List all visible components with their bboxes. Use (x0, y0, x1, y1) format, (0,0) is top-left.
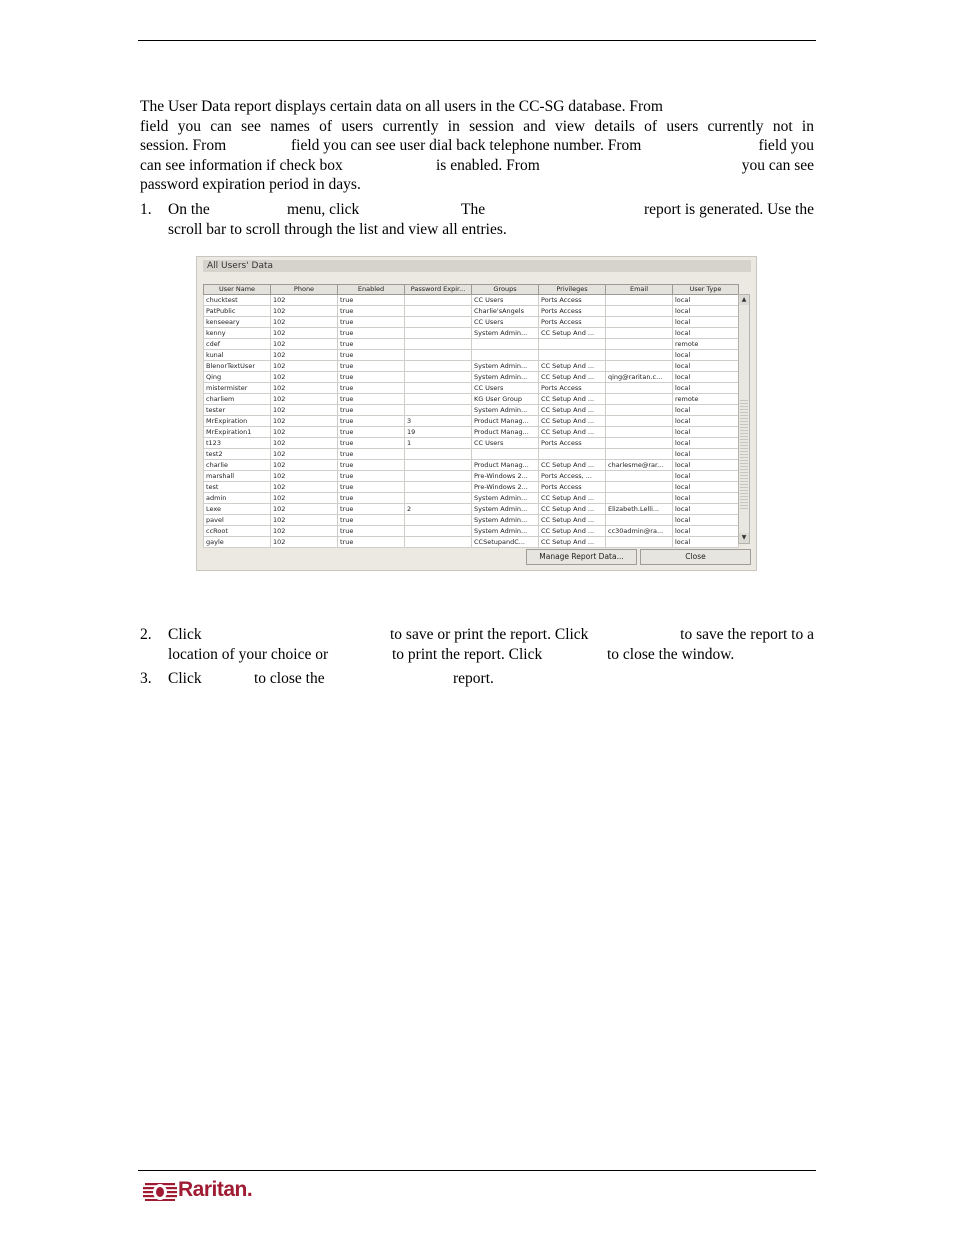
table-cell: admin (204, 493, 271, 504)
table-cell: System Admin... (472, 504, 539, 515)
table-cell: true (338, 383, 405, 394)
table-cell: BlenorTextUser (204, 361, 271, 372)
table-cell: System Admin... (472, 372, 539, 383)
step-2-line-1: Click to save or print the report. Click to save the report to a (168, 626, 814, 643)
table-cell: local (673, 383, 739, 394)
step-1: 1. On the menu, click The report is generated. Use the scroll bar to scroll through the list and view all entries. (140, 201, 814, 238)
table-cell (405, 482, 472, 493)
table-cell: CC Users (472, 317, 539, 328)
table-cell: local (673, 471, 739, 482)
table-cell: true (338, 482, 405, 493)
table-row[interactable] (204, 482, 739, 493)
table-cell: true (338, 493, 405, 504)
table-row[interactable] (204, 306, 739, 317)
table-cell: Charlie'sAngels (472, 306, 539, 317)
table-cell: true (338, 515, 405, 526)
table-cell: CC Setup And ... (539, 493, 606, 504)
intro-line-1: The User Data report displays certain data on all users in the CC-SG database. From (140, 98, 663, 115)
table-cell: CC Setup And ... (539, 504, 606, 515)
table-cell: PatPublic (204, 306, 271, 317)
table-cell: Ports Access (539, 482, 606, 493)
vertical-scrollbar[interactable] (738, 294, 750, 544)
column-header[interactable]: Groups (472, 285, 539, 295)
table-cell (405, 394, 472, 405)
table-cell (606, 295, 673, 306)
table-cell: 102 (271, 295, 338, 306)
close-button[interactable]: Close (640, 549, 751, 565)
table-cell: local (673, 438, 739, 449)
table-cell: local (673, 493, 739, 504)
table-cell: System Admin... (472, 493, 539, 504)
table-cell: MrExpiration (204, 416, 271, 427)
table-cell: System Admin... (472, 526, 539, 537)
table-cell: true (338, 361, 405, 372)
table-cell: chucktest (204, 295, 271, 306)
step-1-line-2: scroll bar to scroll through the list and view all entries. (168, 220, 507, 238)
all-users-data-dialog (196, 256, 757, 571)
table-cell (606, 416, 673, 427)
table-row[interactable] (204, 427, 739, 438)
table-cell: true (338, 471, 405, 482)
table-cell: true (338, 427, 405, 438)
table-cell (606, 383, 673, 394)
table-cell: CC Setup And ... (539, 328, 606, 339)
table-cell (472, 449, 539, 460)
table-cell: MrExpiration1 (204, 427, 271, 438)
table-cell: true (338, 339, 405, 350)
dialog-title: All Users' Data (203, 260, 751, 272)
table-cell (606, 361, 673, 372)
table-cell (606, 438, 673, 449)
table-cell: Ports Access, ... (539, 471, 606, 482)
table-cell: local (673, 515, 739, 526)
table-row[interactable] (204, 537, 739, 548)
table-cell (606, 537, 673, 548)
table-cell: 102 (271, 526, 338, 537)
table-cell: System Admin... (472, 361, 539, 372)
table-cell (405, 493, 472, 504)
table-cell (405, 372, 472, 383)
table-cell: true (338, 350, 405, 361)
table-cell: charlie (204, 460, 271, 471)
table-cell: 1 (405, 438, 472, 449)
table-cell: 102 (271, 306, 338, 317)
table-row[interactable] (204, 460, 739, 471)
table-cell (606, 350, 673, 361)
table-cell: 102 (271, 460, 338, 471)
table-cell: 102 (271, 405, 338, 416)
table-cell: kenny (204, 328, 271, 339)
scroll-down-icon[interactable]: ▼ (739, 533, 749, 543)
table-cell (405, 328, 472, 339)
table-cell (539, 350, 606, 361)
table-cell: 102 (271, 394, 338, 405)
table-cell: ccRoot (204, 526, 271, 537)
table-cell: local (673, 416, 739, 427)
table-cell: Pre-Windows 2... (472, 471, 539, 482)
table-row[interactable] (204, 394, 739, 405)
intro-line-3: session. From field you can see user dial back telephone number. From field you (140, 137, 814, 154)
table-cell: local (673, 427, 739, 438)
table-cell: Qing (204, 372, 271, 383)
table-cell: 19 (405, 427, 472, 438)
table-cell (606, 449, 673, 460)
table-cell (539, 339, 606, 350)
table-row[interactable] (204, 504, 739, 515)
table-cell: Pre-Windows 2... (472, 482, 539, 493)
header-rule (138, 40, 816, 41)
table-cell (606, 306, 673, 317)
table-row[interactable] (204, 515, 739, 526)
table-cell (405, 405, 472, 416)
table-cell: true (338, 295, 405, 306)
table-cell: 102 (271, 372, 338, 383)
table-cell: CC Setup And ... (539, 515, 606, 526)
table-cell: local (673, 449, 739, 460)
table-row[interactable] (204, 449, 739, 460)
table-cell: local (673, 350, 739, 361)
table-cell: Ports Access (539, 317, 606, 328)
table-cell: true (338, 416, 405, 427)
table-cell: true (338, 526, 405, 537)
table-cell: charliem (204, 394, 271, 405)
table-cell: cdef (204, 339, 271, 350)
table-cell: 3 (405, 416, 472, 427)
table-cell: cc30admin@ra... (606, 526, 673, 537)
table-cell: System Admin... (472, 328, 539, 339)
table-cell: 102 (271, 317, 338, 328)
table-cell: true (338, 460, 405, 471)
intro-line-4: can see information if check box is enabled. From you can see (140, 156, 814, 174)
table-cell: CC Setup And ... (539, 416, 606, 427)
table-cell: local (673, 317, 739, 328)
table-cell: true (338, 306, 405, 317)
table-cell: 102 (271, 427, 338, 438)
table-cell: Product Manag... (472, 427, 539, 438)
scroll-thumb[interactable] (740, 398, 748, 510)
table-cell: gayle (204, 537, 271, 548)
table-cell: 102 (271, 449, 338, 460)
column-header[interactable]: User Name (204, 285, 271, 295)
manage-report-data-button[interactable]: Manage Report Data... (526, 549, 637, 565)
column-header[interactable]: Password Expir... (405, 285, 472, 295)
table-cell (606, 471, 673, 482)
table-cell: mistermister (204, 383, 271, 394)
table-row[interactable] (204, 405, 739, 416)
table-cell (472, 339, 539, 350)
table-cell: local (673, 372, 739, 383)
intro-line-2: field you can see names of users currently in session and view details of users currently not in (140, 117, 814, 135)
table-cell: CC Setup And ... (539, 526, 606, 537)
table-cell: 102 (271, 493, 338, 504)
table-cell: Product Manag... (472, 416, 539, 427)
table-cell: 2 (405, 504, 472, 515)
table-row[interactable] (204, 438, 739, 449)
table-cell: local (673, 482, 739, 493)
table-cell: 102 (271, 350, 338, 361)
table-row[interactable] (204, 372, 739, 383)
table-row[interactable] (204, 361, 739, 372)
raritan-logo-icon (143, 1180, 177, 1202)
table-cell (606, 317, 673, 328)
table-cell: 102 (271, 504, 338, 515)
table-cell: true (338, 372, 405, 383)
table-cell: test (204, 482, 271, 493)
table-cell (606, 427, 673, 438)
footer-rule (138, 1170, 816, 1171)
users-table (203, 284, 739, 548)
table-cell: CC Users (472, 438, 539, 449)
table-cell (606, 339, 673, 350)
raritan-logo-text: Raritan. (178, 1178, 253, 1201)
table-cell (539, 449, 606, 460)
table-cell: 102 (271, 537, 338, 548)
table-row[interactable] (204, 471, 739, 482)
step-2-line-2: location of your choice or to print the report. Click to close the window. (168, 645, 735, 663)
table-cell: CCSetupandC... (472, 537, 539, 548)
table-cell: local (673, 526, 739, 537)
column-header[interactable]: Phone (271, 285, 338, 295)
column-header[interactable]: Email (606, 285, 673, 295)
table-cell: marshall (204, 471, 271, 482)
table-cell: CC Setup And ... (539, 394, 606, 405)
table-cell (405, 537, 472, 548)
table-cell: test2 (204, 449, 271, 460)
table-row[interactable] (204, 416, 739, 427)
table-cell: CC Users (472, 383, 539, 394)
table-cell (606, 482, 673, 493)
table-cell (472, 350, 539, 361)
intro-paragraph (140, 97, 814, 195)
table-cell: pavel (204, 515, 271, 526)
step-3-line-1: Click to close the report. (168, 670, 494, 687)
table-cell: true (338, 328, 405, 339)
table-cell (405, 361, 472, 372)
table-cell (405, 317, 472, 328)
table-cell: CC Setup And ... (539, 427, 606, 438)
table-cell: true (338, 504, 405, 515)
step-1-line-1: On the menu, click The report is generated. Use the (168, 201, 814, 218)
table-cell: 102 (271, 515, 338, 526)
table-cell: System Admin... (472, 405, 539, 416)
table-cell: 102 (271, 328, 338, 339)
table-row[interactable] (204, 493, 739, 504)
table-cell: true (338, 405, 405, 416)
table-row[interactable] (204, 383, 739, 394)
column-header[interactable]: Privileges (539, 285, 606, 295)
table-cell: CC Setup And ... (539, 537, 606, 548)
table-cell: 102 (271, 383, 338, 394)
table-cell: t123 (204, 438, 271, 449)
table-cell (405, 295, 472, 306)
table-cell: remote (673, 394, 739, 405)
table-cell: Elizabeth.Lelli... (606, 504, 673, 515)
table-cell: 102 (271, 361, 338, 372)
table-row[interactable] (204, 317, 739, 328)
table-cell: 102 (271, 416, 338, 427)
table-cell: kunal (204, 350, 271, 361)
table-cell: remote (673, 339, 739, 350)
table-cell: local (673, 361, 739, 372)
table-cell: kenseeary (204, 317, 271, 328)
table-cell: local (673, 306, 739, 317)
table-row[interactable] (204, 295, 739, 306)
intro-line-5: password expiration period in days. (140, 176, 361, 193)
table-cell: Lexe (204, 504, 271, 515)
table-cell: Ports Access (539, 383, 606, 394)
table-cell: true (338, 317, 405, 328)
table-cell: local (673, 328, 739, 339)
table-cell (405, 350, 472, 361)
table-cell: true (338, 438, 405, 449)
table-row[interactable] (204, 350, 739, 361)
table-cell: qing@raritan.c... (606, 372, 673, 383)
column-header[interactable]: User Type (673, 285, 739, 295)
table-cell: local (673, 295, 739, 306)
table-cell: CC Setup And ... (539, 372, 606, 383)
table-cell: true (338, 537, 405, 548)
table-cell: 102 (271, 438, 338, 449)
column-header[interactable]: Enabled (338, 285, 405, 295)
table-cell (606, 394, 673, 405)
table-cell (606, 405, 673, 416)
table-cell (606, 515, 673, 526)
table-cell (405, 339, 472, 350)
table-cell: Ports Access (539, 295, 606, 306)
table-cell: true (338, 394, 405, 405)
table-cell: Ports Access (539, 438, 606, 449)
table-cell: Product Manag... (472, 460, 539, 471)
table-cell: 102 (271, 482, 338, 493)
table-cell: 102 (271, 339, 338, 350)
table-row[interactable] (204, 328, 739, 339)
table-cell: 102 (271, 471, 338, 482)
table-cell: KG User Group (472, 394, 539, 405)
table-cell (405, 383, 472, 394)
table-cell (405, 306, 472, 317)
table-row[interactable] (204, 339, 739, 350)
table-cell: true (338, 449, 405, 460)
table-cell (405, 526, 472, 537)
table-cell: local (673, 405, 739, 416)
table-cell (405, 460, 472, 471)
table-cell: local (673, 537, 739, 548)
table-cell: CC Setup And ... (539, 405, 606, 416)
table-cell: CC Setup And ... (539, 460, 606, 471)
step-2: 2. Click to save or print the report. Click to save the report to a location of your choice or to print the report. Click to close the window. (140, 626, 814, 663)
table-cell: CC Users (472, 295, 539, 306)
table-cell: local (673, 460, 739, 471)
scroll-up-icon[interactable]: ▲ (739, 295, 749, 305)
table-cell: tester (204, 405, 271, 416)
table-cell: CC Setup And ... (539, 361, 606, 372)
table-cell (405, 449, 472, 460)
table-cell (405, 515, 472, 526)
table-cell: System Admin... (472, 515, 539, 526)
step-3: 3. Click to close the report. (140, 669, 814, 689)
table-cell: Ports Access (539, 306, 606, 317)
table-cell (405, 471, 472, 482)
table-cell (606, 493, 673, 504)
table-cell: charlesme@rar... (606, 460, 673, 471)
table-cell: local (673, 504, 739, 515)
table-row[interactable] (204, 526, 739, 537)
table-cell (606, 328, 673, 339)
